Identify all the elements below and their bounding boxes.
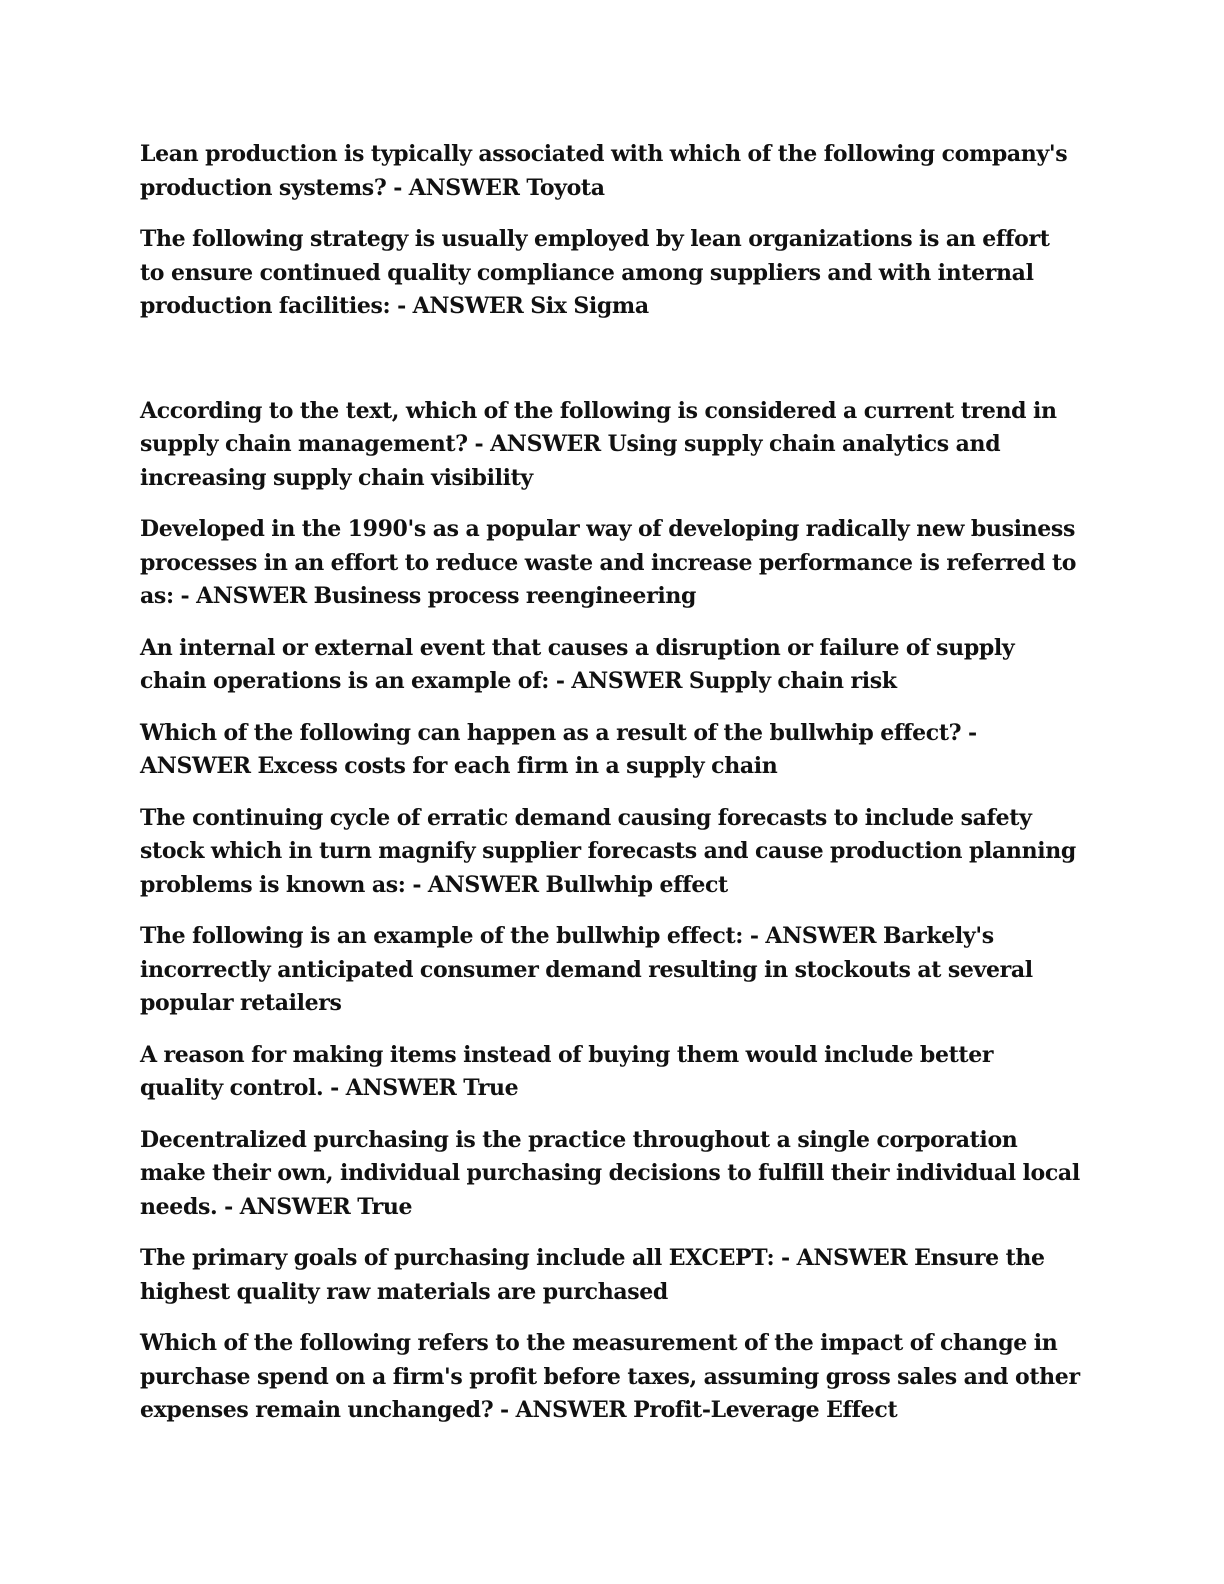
qa-item-3: According to the text, which of the following is considered a current trend in supply chain management? - ANSWER Using supply chain analytics and increasing supply chain visibility	[140, 397, 1057, 491]
qa-list	[140, 138, 1080, 1446]
qa-item-12: Which of the following refers to the measurement of the impact of change in purchase spend on a firm's profit before taxes, assuming gross sales and other expenses remain unchanged? - ANSWER Profit-Leverage Effect	[140, 1330, 1080, 1423]
qa-item-8: The following is an example of the bullwhip effect: - ANSWER Barkely's incorrectly anticipated consumer demand resulting in stockouts at several popular retailers	[140, 923, 1033, 1016]
qa-item-1: Lean production is typically associated with which of the following company's production systems? - ANSWER Toyota	[140, 141, 1068, 201]
qa-item-6: Which of the following can happen as a result of the bullwhip effect? - ANSWER Excess costs for each firm in a supply chain	[140, 719, 977, 779]
qa-item-9: A reason for making items instead of buying them would include better quality control. - ANSWER True	[140, 1041, 994, 1101]
qa-item-7: The continuing cycle of erratic demand causing forecasts to include safety stock which in turn magnify supplier forecasts and cause production planning problems is known as: - ANSWER Bullwhip effect	[140, 804, 1076, 898]
qa-item-5: An internal or external event that causes a disruption or failure of supply chain operations is an example of: - ANSWER Supply chain risk	[140, 634, 1015, 694]
qa-item-2: The following strategy is usually employed by lean organizations is an effort to ensure continued quality compliance among suppliers and with internal production facilities: - ANSWER Six Sigma	[140, 226, 1050, 319]
qa-item-10: Decentralized purchasing is the practice throughout a single corporation make their own, individual purchasing decisions to fulfill their individual local needs. - ANSWER True	[140, 1126, 1080, 1220]
qa-item-4: Developed in the 1990's as a popular way of developing radically new business processes in an effort to reduce waste and increase performance is referred to as: - ANSWER Business process reengineering	[140, 516, 1077, 609]
qa-item-11: The primary goals of purchasing include all EXCEPT: - ANSWER Ensure the highest quality raw materials are purchased	[140, 1245, 1045, 1305]
